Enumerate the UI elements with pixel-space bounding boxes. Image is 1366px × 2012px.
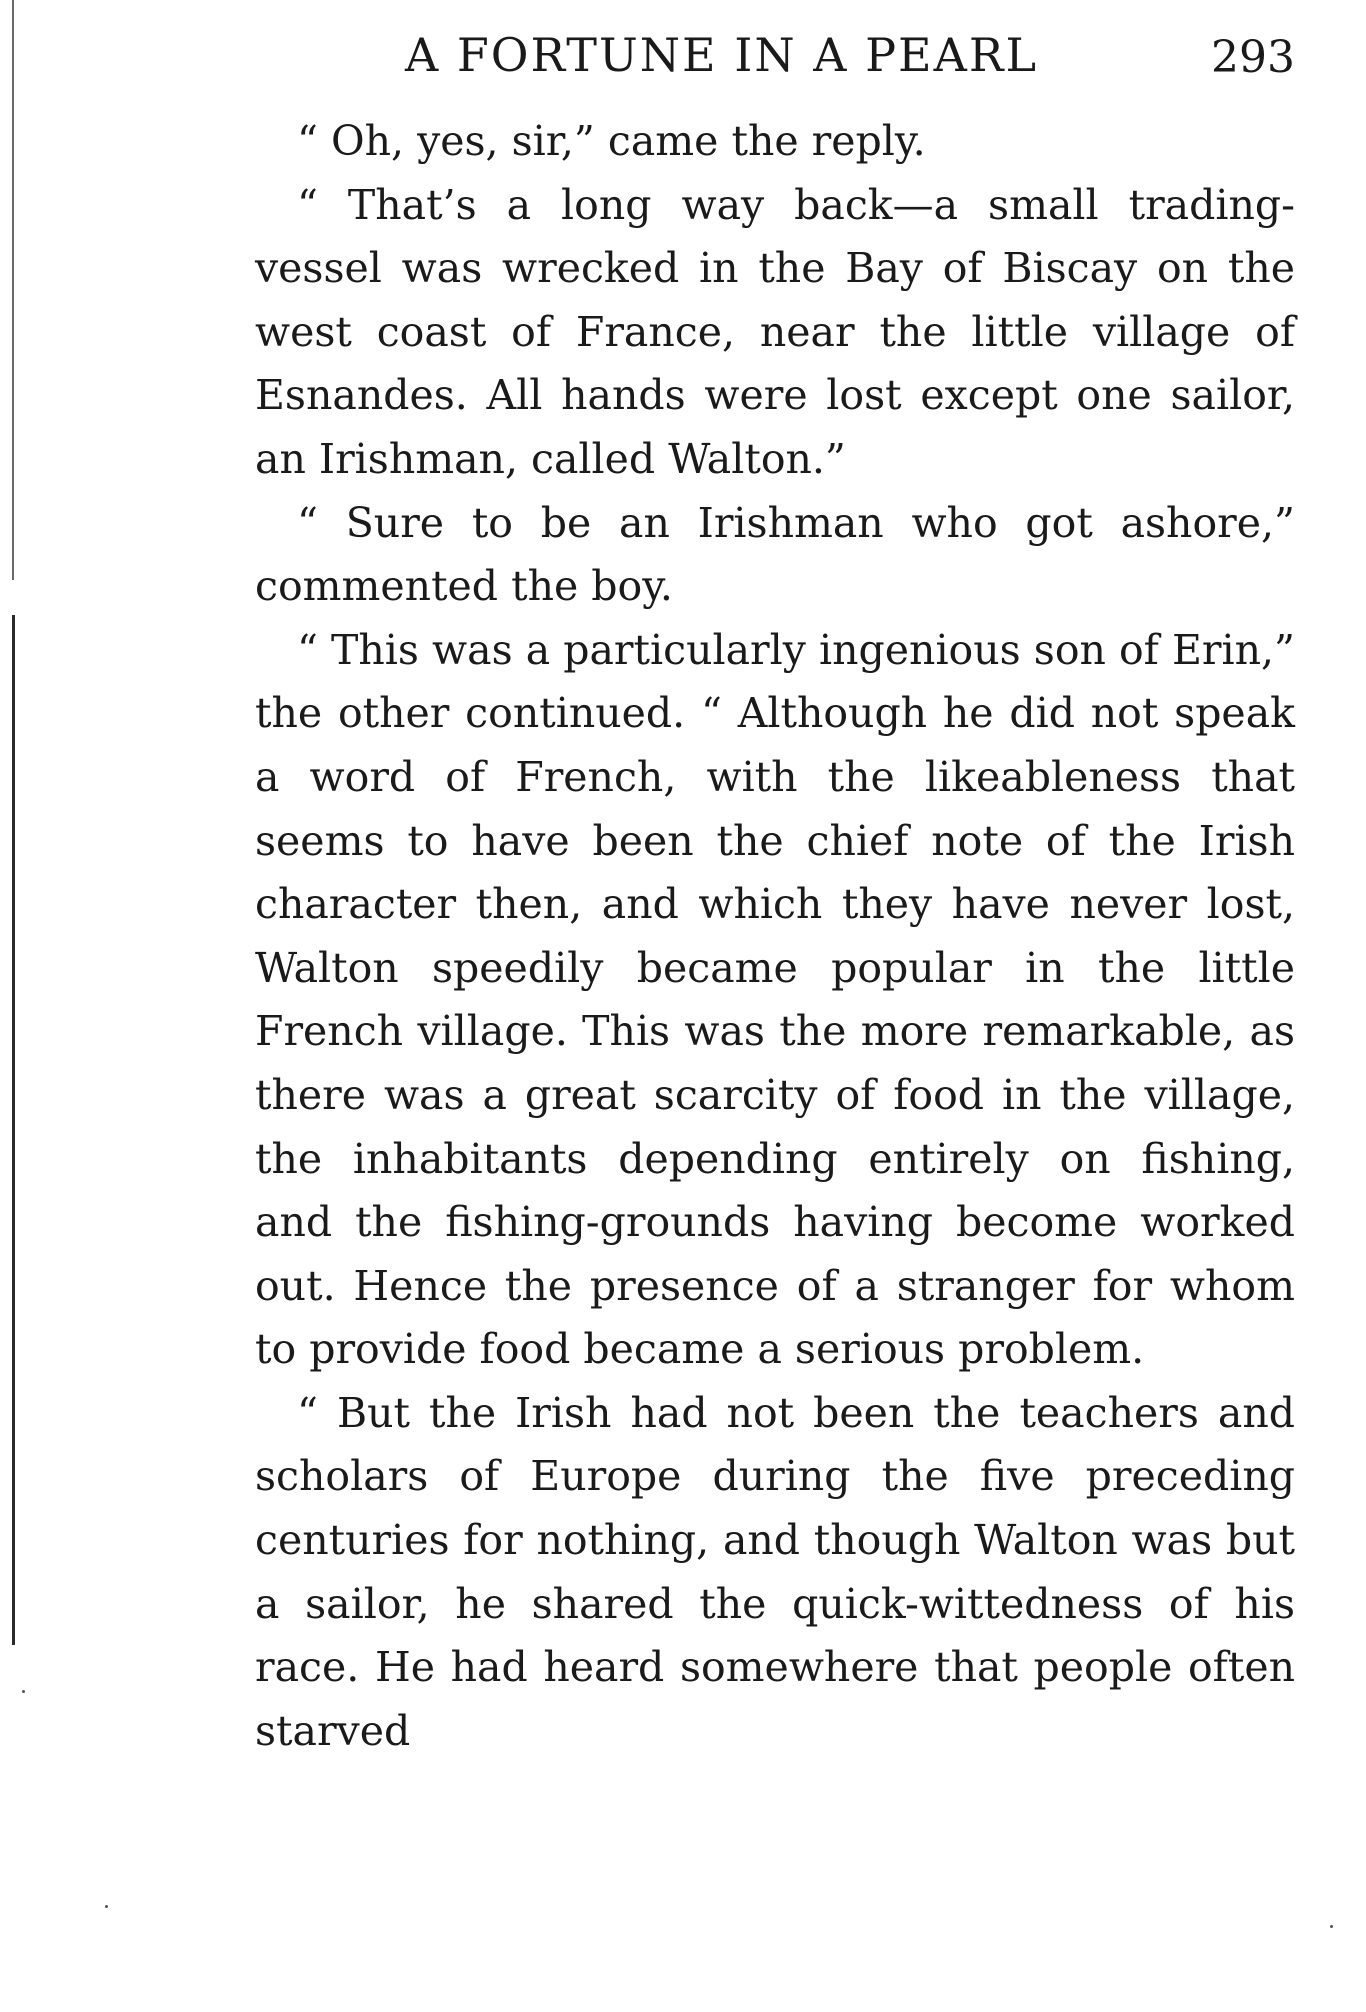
paragraph: “ That’s a long way back—a small trading-vessel was wrecked in the Bay of Biscay on the west coast of France, near the little village of Esnandes. All hands were lost except one sailor, an Irishman, called Walton.” <box>255 180 1295 483</box>
paragraph: “ Oh, yes, sir,” came the reply. <box>297 117 926 165</box>
page-number: 293 <box>1211 32 1295 83</box>
running-title: A FORTUNE IN A PEARL <box>405 28 1039 82</box>
gutter-shadow-line <box>12 0 14 580</box>
scan-speck <box>105 1905 108 1908</box>
body-text <box>255 110 1295 1763</box>
gutter-shadow-line <box>12 615 15 1645</box>
paragraph: “ Sure to be an Irishman who got ashore,” commented the boy. <box>255 498 1295 611</box>
paragraph: “ This was a particularly ingenious son of Erin,” the other continued. “ Although he did not speak a word of French, with the likeableness that seems to have been the chief note of the Irish character then, and which they have never lost, Walton speedily became popular in the little French village. This was the more remarkable, as there was a great scarcity of food in the village, the inhabitants depending entirely on fishing, and the fishing-grounds having become worked out. Hence the presence of a stranger for whom to provide food became a serious problem. <box>255 625 1295 1374</box>
page-header <box>255 28 1295 98</box>
scan-speck <box>1330 1925 1333 1928</box>
paragraph: “ But the Irish had not been the teachers and scholars of Europe during the five preceding centuries for nothing, and though Walton was but a sailor, he shared the quick-wittedness of his race. He had heard somewhere that people often starved <box>255 1388 1295 1755</box>
scan-speck <box>22 1690 25 1693</box>
